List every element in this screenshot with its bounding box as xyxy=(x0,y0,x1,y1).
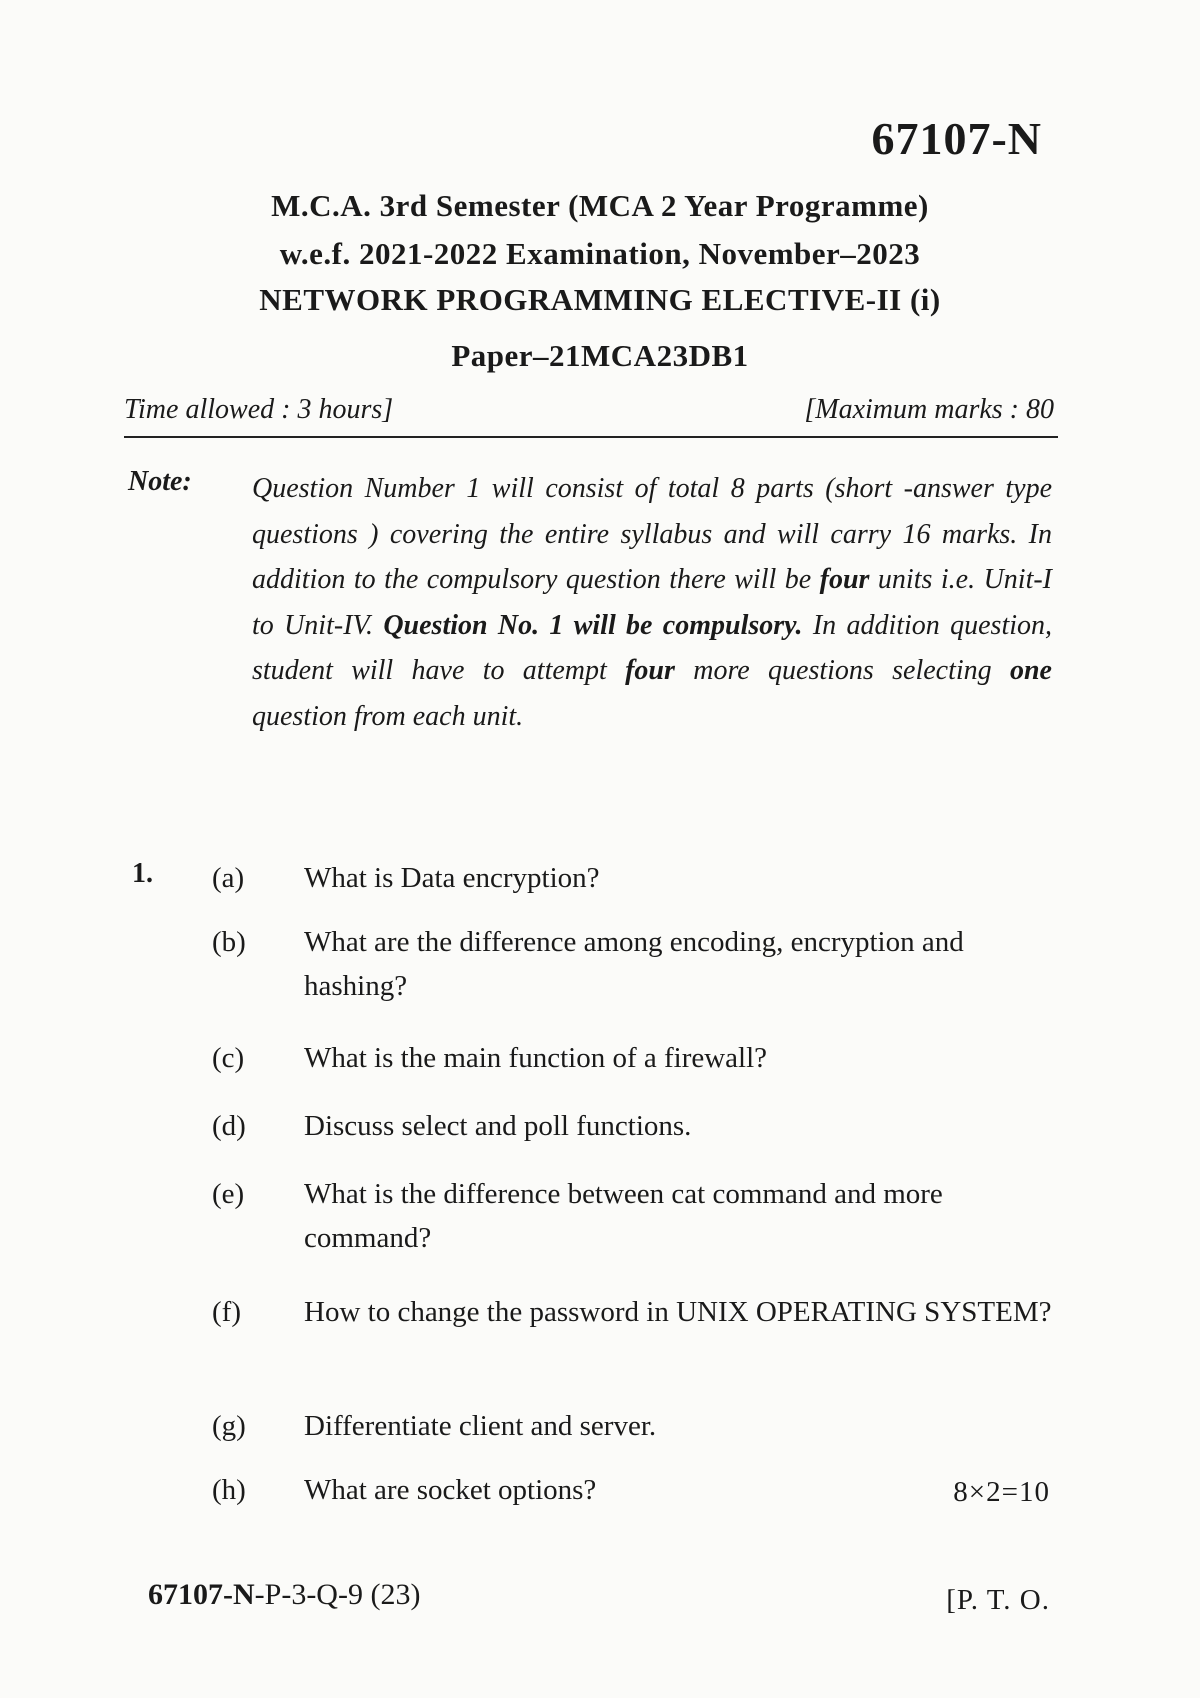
question-part xyxy=(212,856,1062,900)
part-text: What are socket options? xyxy=(304,1474,597,1506)
part-text: What is the main function of a firewall? xyxy=(304,1042,768,1074)
question-part xyxy=(212,1172,1062,1260)
part-text: Discuss select and poll functions. xyxy=(304,1110,692,1142)
paper-number: Paper–21MCA23DB1 xyxy=(451,338,749,373)
note-text: Question Number 1 will consist of total 8 parts (short -answer type questions ) covering the entire syllabus and will carry 16 marks. In addition to the compulsory question there will be four units i.e. Unit-I to Unit-IV. Question No. 1 will be compulsory. In addition question, student will have to attempt four more questions selecting one question from each unit. xyxy=(252,473,1053,732)
question-part xyxy=(212,1468,1062,1512)
course-title: M.C.A. 3rd Semester (MCA 2 Year Programme) xyxy=(271,188,929,223)
part-text: How to change the password in UNIX OPERATING SYSTEM? xyxy=(304,1296,1052,1328)
part-label: (d) xyxy=(212,1110,246,1142)
part-label: (a) xyxy=(212,862,245,894)
maximum-marks: [Maximum marks : 80 xyxy=(804,394,1054,425)
note-label: Note: xyxy=(128,466,192,497)
question-part xyxy=(212,1036,1062,1080)
question-part xyxy=(212,1290,1062,1334)
part-label: (h) xyxy=(212,1474,246,1506)
pto-marker: [P. T. O. xyxy=(946,1584,1050,1616)
part-text: What is the difference between cat command and more command? xyxy=(304,1178,943,1254)
question-marks: 8×2=10 xyxy=(953,1476,1050,1508)
part-text: What are the difference among encoding, encryption and hashing? xyxy=(304,926,964,1002)
header-divider xyxy=(124,436,1058,438)
subject-title: NETWORK PROGRAMMING ELECTIVE-II (i) xyxy=(259,282,941,317)
question-part xyxy=(212,920,1062,1008)
part-label: (b) xyxy=(212,926,246,958)
question-part xyxy=(212,1404,1062,1448)
part-label: (e) xyxy=(212,1178,245,1210)
question-part xyxy=(212,1104,1062,1148)
part-text: What is Data encryption? xyxy=(304,862,600,894)
part-text: Differentiate client and server. xyxy=(304,1410,657,1442)
footer-code: 67107-N-P-3-Q-9 (23) xyxy=(148,1578,421,1611)
question-number: 1. xyxy=(132,858,153,889)
exam-session: w.e.f. 2021-2022 Examination, November–2023 xyxy=(279,236,921,271)
part-label: (f) xyxy=(212,1296,241,1328)
exam-meta xyxy=(124,394,1054,426)
part-label: (g) xyxy=(212,1410,246,1442)
time-allowed: Time allowed : 3 hours] xyxy=(124,394,394,425)
part-label: (c) xyxy=(212,1042,245,1074)
paper-code: 67107-N xyxy=(871,113,1042,164)
